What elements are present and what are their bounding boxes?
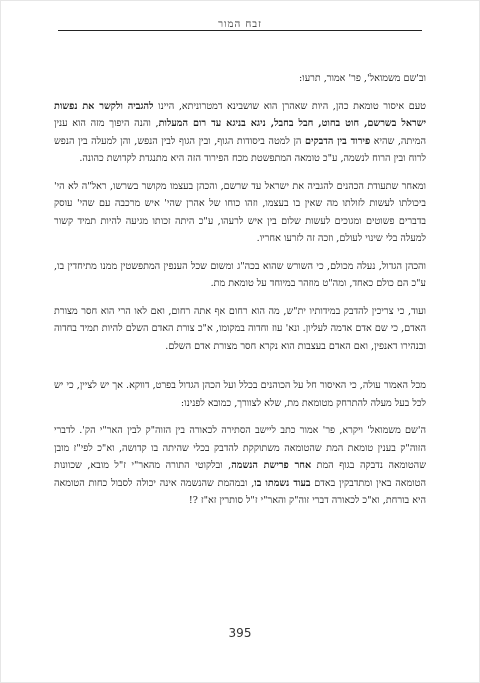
header-rule <box>58 30 422 31</box>
paragraph-1-segment-1: טעם איסור טומאת כהן, היות שאהרן הוא שושבינא דמטרוניתא, היינו <box>153 100 426 112</box>
paragraph-3-segment-1: והכהן הגדול, נעלה מכולם, כי השורש שהוא בכה"ג ומשום שכל הענפין המתפשטין ממנו מתיחדין בו, ע"כ הם כולם כאחד, ומה"ט מוזהר במיוחד על טומאת מת. <box>54 260 426 289</box>
paragraph-5 <box>54 377 426 412</box>
paragraph-1-segment-3: , והנה היפוך מזה הוא ענין המיתה, שהיא <box>54 118 426 147</box>
header-title: זבח המור <box>218 18 262 30</box>
paragraph-3 <box>54 258 426 293</box>
paragraph-2-segment-1: ומאחר שתעודת הכהנים להגביה את ישראל עד שרשם, והכהן בעצמו מקושר בשרשו, ראל"ה לא הי' ביכולתו לעשות לזולתו מה שאין בו בעצמו, וזהו כוחו של אהרן שהי' איש מרכבה עם שהי' עוסק בדברים פשוטים ומגוכים לעשות שלום בין איש לרעהו, ע"כ היתה זכותו מגיעה להיות תמיד קשור למעלה בלי שינוי לעולם, וזכה זה לזרעו אחריו. <box>54 180 426 244</box>
section-gap <box>54 365 426 377</box>
running-header <box>0 14 480 34</box>
paragraph-6-segment-1: ה'שם משמואל' ויקרא, פר' אמור כתב ליישב הסתירה לכאורה בין הזוה"ק לבין האר"י הק'. לדברי הזוה"ק בענין טומאת המת שהטומאה משתוקקת להדבק בכלי שהיתה בו קדושה, וא"כ לפי"ז מובן שהטומאה נדבקה בגוף המת <box>54 425 426 471</box>
main-content <box>54 70 426 520</box>
page-number: 395 <box>228 626 252 640</box>
paragraph-1-segment-5: הן למטה ביסודות הגוף, ובין הגוף לבין הנפש, והן למעלה בין הנפש לרוח ובין הרוח לנשמה, ע"כ טומאה המתפשטת מכח הפירוד הזה היא מתנגדת לקדושת כהונה. <box>54 135 426 164</box>
paragraph-1 <box>54 98 426 168</box>
paragraph-4-segment-1: ועוד, כי צריכין להדבק במידותיו ית"ש, מה הוא רחום אף אתה רחום, ואם לאו הרי הוא חסר מצורת האדם, כי שם אדם אדמה לעליון. ונא' עוז וחדוה במקומו, א"כ צורת האדם השלם להיות תמיד בחדוה ובנהירו דאנפין, ואם האדם בעצבות הוא נקרא חסר מצורת אדם השלם. <box>54 305 426 352</box>
paragraph-1-segment-2: להגביה ולקשר את נפשות ישראל בשרשם, חוט בחוט, חבל בחבל, ניגא בניגא עד רום המעלות <box>54 100 426 129</box>
paragraph-6-segment-3: , ובלקוטי התורה מהאר"י ז"ל מובא, שכוונות הטומאה באין ומתדבקין באדם <box>54 460 426 489</box>
paragraph-2 <box>54 178 426 248</box>
paragraph-5-segment-1: מכל האמור עולה, כי האיסור חל על הכוהנים בכלל ועל הכהן הגדול בפרט, דווקא. אך יש לציין, כי יש לכל בעל מעלה להתרחק מטומאת מת, שלא לצוורך, כמובא לפנינו: <box>54 380 426 409</box>
paragraph-4 <box>54 303 426 356</box>
paragraph-6-segment-5: , ובמהמת שהנשמה אינה יכולה לסבול כחות הטומאה היא בורחת, וא"כ לכאורה דברי זוה"ק והאר"י ז"ל סותרין זא"ז ?! <box>54 477 426 506</box>
source-line: וב'שם משמואל', פר' אמור, תרעו: <box>299 73 426 84</box>
paragraph-1-segment-4: פירוד בין הדבקים <box>304 135 371 147</box>
paragraph-6-segment-2: אחר פרישת הנשמה <box>231 460 312 471</box>
paragraph-6 <box>54 422 426 510</box>
paragraph-6-segment-4: בעוד נשמתו בו <box>254 477 311 489</box>
